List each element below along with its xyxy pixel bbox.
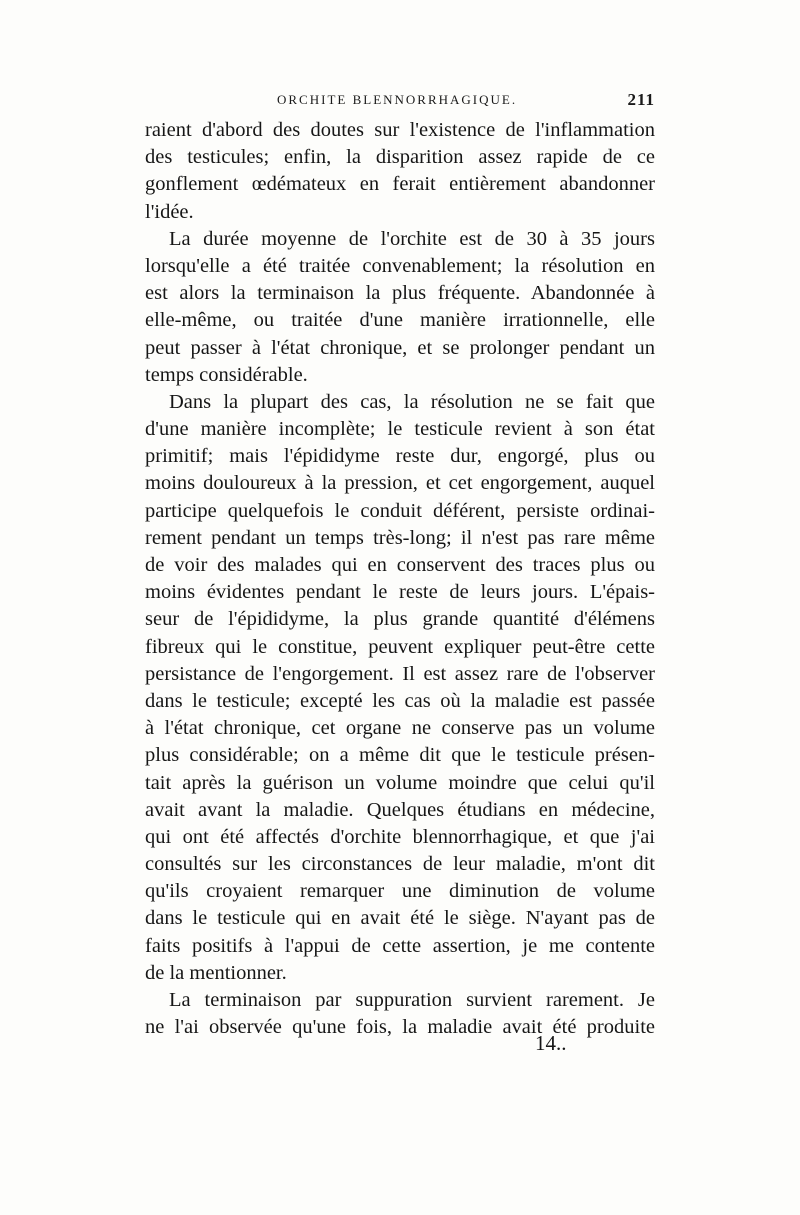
text-line: elle-même, ou traitée d'une manière irrationnelle, elle <box>145 309 655 332</box>
text-line: participe quelquefois le conduit déférent, persiste ordinai- <box>145 499 655 522</box>
text-line: est alors la terminaison la plus fréquente. Abandonnée à <box>145 282 655 305</box>
page-number: 211 <box>627 90 655 109</box>
text-line: moins évidentes pendant le reste de leurs jours. L'épais- <box>145 581 655 604</box>
text-line: raient d'abord des doutes sur l'existence de l'inflammation <box>145 119 655 141</box>
signature-mark: 14.. <box>535 1031 567 1055</box>
text-line: ne l'ai observée qu'une fois, la maladie avait été produite <box>145 1016 655 1039</box>
text-line: à l'état chronique, cet organe ne conserve pas un volume <box>145 717 655 740</box>
text-line: persistance de l'engorgement. Il est assez rare de l'observer <box>145 662 655 685</box>
text-line: La terminaison par suppuration survient rarement. Je <box>169 989 655 1011</box>
text-line: seur de l'épididyme, la plus grande quantité d'élémens <box>145 608 655 631</box>
text-line: avait avant la maladie. Quelques étudians en médecine, <box>145 798 655 821</box>
page-header <box>145 92 655 114</box>
text-line: moins douloureux à la pression, et cet engorgement, auquel <box>145 472 655 495</box>
text-line: qu'ils croyaient remarquer une diminution de volume <box>145 880 655 903</box>
running-title: ORCHITE BLENNORRHAGIQUE. <box>277 92 518 107</box>
text-line: temps considérable. <box>145 363 308 386</box>
text-line: tait après la guérison un volume moindre que celui qu'il <box>145 771 655 794</box>
text-line: La durée moyenne de l'orchite est de 30 à 35 jours <box>169 227 655 250</box>
text-line: Dans la plupart des cas, la résolution ne se fait que <box>169 390 655 413</box>
text-line: gonflement œdémateux en ferait entièrement abandonner <box>145 173 655 196</box>
text-line: qui ont été affectés d'orchite blennorrhagique, et que j'ai <box>145 825 655 848</box>
text-line: dans le testicule qui en avait été le siège. N'ayant pas de <box>145 907 655 930</box>
text-line: l'idée. <box>145 200 194 223</box>
text-line: lorsqu'elle a été traitée convenablement; la résolution en <box>145 254 655 277</box>
text-line: d'une manière incomplète; le testicule revient à son état <box>145 418 655 441</box>
text-line: fibreux qui le constitue, peuvent expliquer peut-être cette <box>145 635 655 658</box>
text-line: de la mentionner. <box>145 961 287 984</box>
text-line: de voir des malades qui en conservent des traces plus ou <box>145 554 655 576</box>
text-line: rement pendant un temps très-long; il n'est pas rare même <box>145 526 655 549</box>
body-text <box>145 117 655 1041</box>
text-line: peut passer à l'état chronique, et se prolonger pendant un <box>145 336 655 359</box>
text-line: dans le testicule; excepté les cas où la maladie est passée <box>145 689 655 712</box>
text-line: plus considérable; on a même dit que le testicule présen- <box>145 744 655 767</box>
text-line: faits positifs à l'appui de cette assertion, je me contente <box>145 934 655 957</box>
text-line: primitif; mais l'épididyme reste dur, engorgé, plus ou <box>145 445 655 468</box>
text-line: des testicules; enfin, la disparition assez rapide de ce <box>145 146 655 169</box>
text-line: consultés sur les circonstances de leur maladie, m'ont dit <box>145 853 655 876</box>
